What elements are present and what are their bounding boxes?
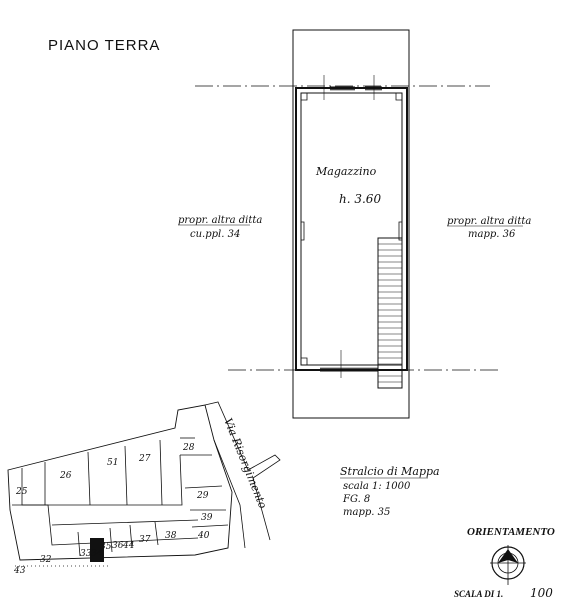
plan-title: PIANO TERRA xyxy=(48,37,161,54)
parcel-number: 28 xyxy=(183,443,195,453)
parcel-number: 40 xyxy=(198,531,210,541)
parcel-number: 37 xyxy=(139,535,151,545)
svg-text:FG. 8: FG. 8 xyxy=(343,494,371,505)
north-arrow-icon xyxy=(490,545,526,585)
parcel-numbers xyxy=(13,443,213,576)
parcel-number: 44 xyxy=(123,541,135,551)
parcel-number: 26 xyxy=(60,471,72,481)
scale-label: SCALA DI 1. xyxy=(454,589,504,599)
parcel-number: 36 xyxy=(112,541,124,551)
parcel-number: 25 xyxy=(16,487,28,497)
orientation-label: ORIENTAMENTO xyxy=(467,526,555,538)
room-name: Magazzino xyxy=(316,165,377,178)
parcel-number: 27 xyxy=(139,454,151,464)
parcel-number: 33 xyxy=(80,549,92,559)
neighbor-right-line2: mapp. 36 xyxy=(468,229,516,240)
parcel-number: 38 xyxy=(165,531,177,541)
room-height: h. 3.60 xyxy=(339,192,382,206)
scale-value: 100 xyxy=(530,586,553,600)
svg-text:scala 1: 1000: scala 1: 1000 xyxy=(343,481,411,492)
parcel-number: 34 xyxy=(91,549,103,559)
parcel-number: 32 xyxy=(40,555,52,565)
parcel-number: 43 xyxy=(14,566,26,576)
svg-text:Stralcio di Mappa: Stralcio di Mappa xyxy=(340,465,440,478)
neighbor-left-line1: propr. altra ditta xyxy=(178,215,263,226)
map-extract-notes xyxy=(340,465,440,518)
neighbor-left-line2: cu.ppl. 34 xyxy=(190,229,241,240)
parcel-number: 29 xyxy=(197,491,209,501)
parcel-number: 51 xyxy=(107,458,119,468)
building-walls xyxy=(296,75,407,378)
parcel-number: 39 xyxy=(201,513,213,523)
parcel-number: 35 xyxy=(100,542,112,552)
street-name: Via Risorgimento xyxy=(221,416,270,511)
neighbor-right-line1: propr. altra ditta xyxy=(447,216,532,227)
svg-text:mapp. 35: mapp. 35 xyxy=(343,507,391,518)
